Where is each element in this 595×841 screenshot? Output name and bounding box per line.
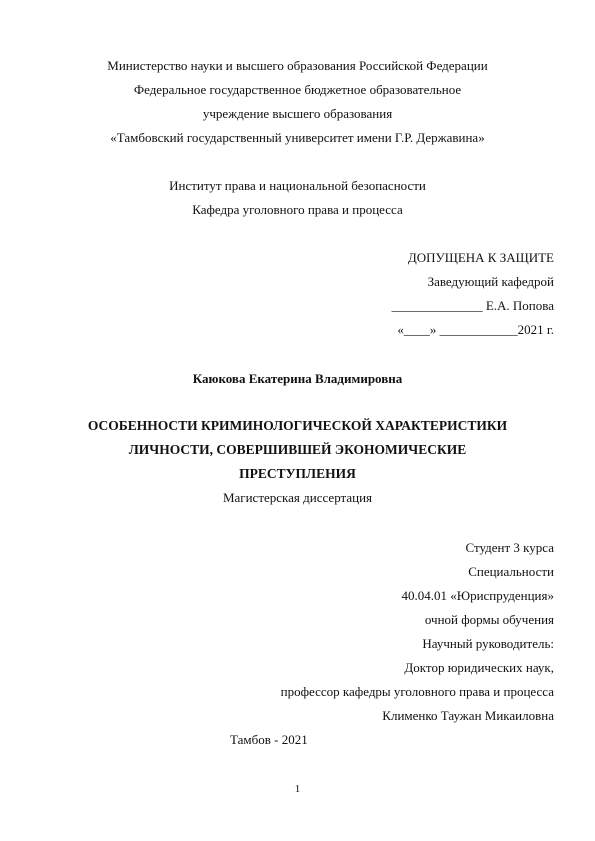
thesis-title-line-2: ЛИЧНОСТИ, СОВЕРШИВШЕЙ ЭКОНОМИЧЕСКИЕ bbox=[128, 442, 467, 457]
approval-position: Заведующий кафедрой bbox=[427, 274, 554, 289]
study-form: очной формы обучения bbox=[424, 612, 554, 627]
approval-date-line: «____» ____________2021 г. bbox=[397, 322, 554, 337]
ministry-line: Министерство науки и высшего образования Российской Федерации bbox=[107, 58, 488, 73]
supervisor-degree: Доктор юридических наук, bbox=[404, 660, 554, 675]
supervisor-position: профессор кафедры уголовного права и процесса bbox=[280, 684, 554, 699]
university-name: «Тамбовский государственный университет имени Г.Р. Державина» bbox=[110, 130, 485, 145]
supervisor-name: Клименко Таужан Микаиловна bbox=[382, 708, 554, 723]
specialty-label: Специальности bbox=[468, 564, 554, 579]
thesis-title-line-3: ПРЕСТУПЛЕНИЯ bbox=[239, 466, 356, 481]
approval-status: ДОПУЩЕНА К ЗАЩИТЕ bbox=[407, 250, 554, 265]
student-course: Студент 3 курса bbox=[465, 540, 554, 555]
approval-signature-line: ______________ Е.А. Попова bbox=[391, 298, 554, 313]
supervisor-label: Научный руководитель: bbox=[422, 636, 554, 651]
institution-type-line-2: учреждение высшего образования bbox=[202, 106, 393, 121]
department-name: Кафедра уголовного права и процесса bbox=[192, 202, 403, 217]
thesis-title-line-1: ОСОБЕННОСТИ КРИМИНОЛОГИЧЕСКОЙ ХАРАКТЕРИСТИКИ bbox=[87, 418, 508, 433]
institute-name: Институт права и национальной безопасности bbox=[169, 178, 426, 193]
thesis-type: Магистерская диссертация bbox=[222, 490, 373, 505]
city-year: Тамбов - 2021 bbox=[230, 732, 308, 747]
specialty-value: 40.04.01 «Юриспруденция» bbox=[401, 588, 554, 603]
page-number: 1 bbox=[294, 783, 301, 795]
institution-type-line: Федеральное государственное бюджетное образовательное bbox=[133, 82, 462, 97]
author-name: Каюкова Екатерина Владимировна bbox=[192, 371, 403, 386]
